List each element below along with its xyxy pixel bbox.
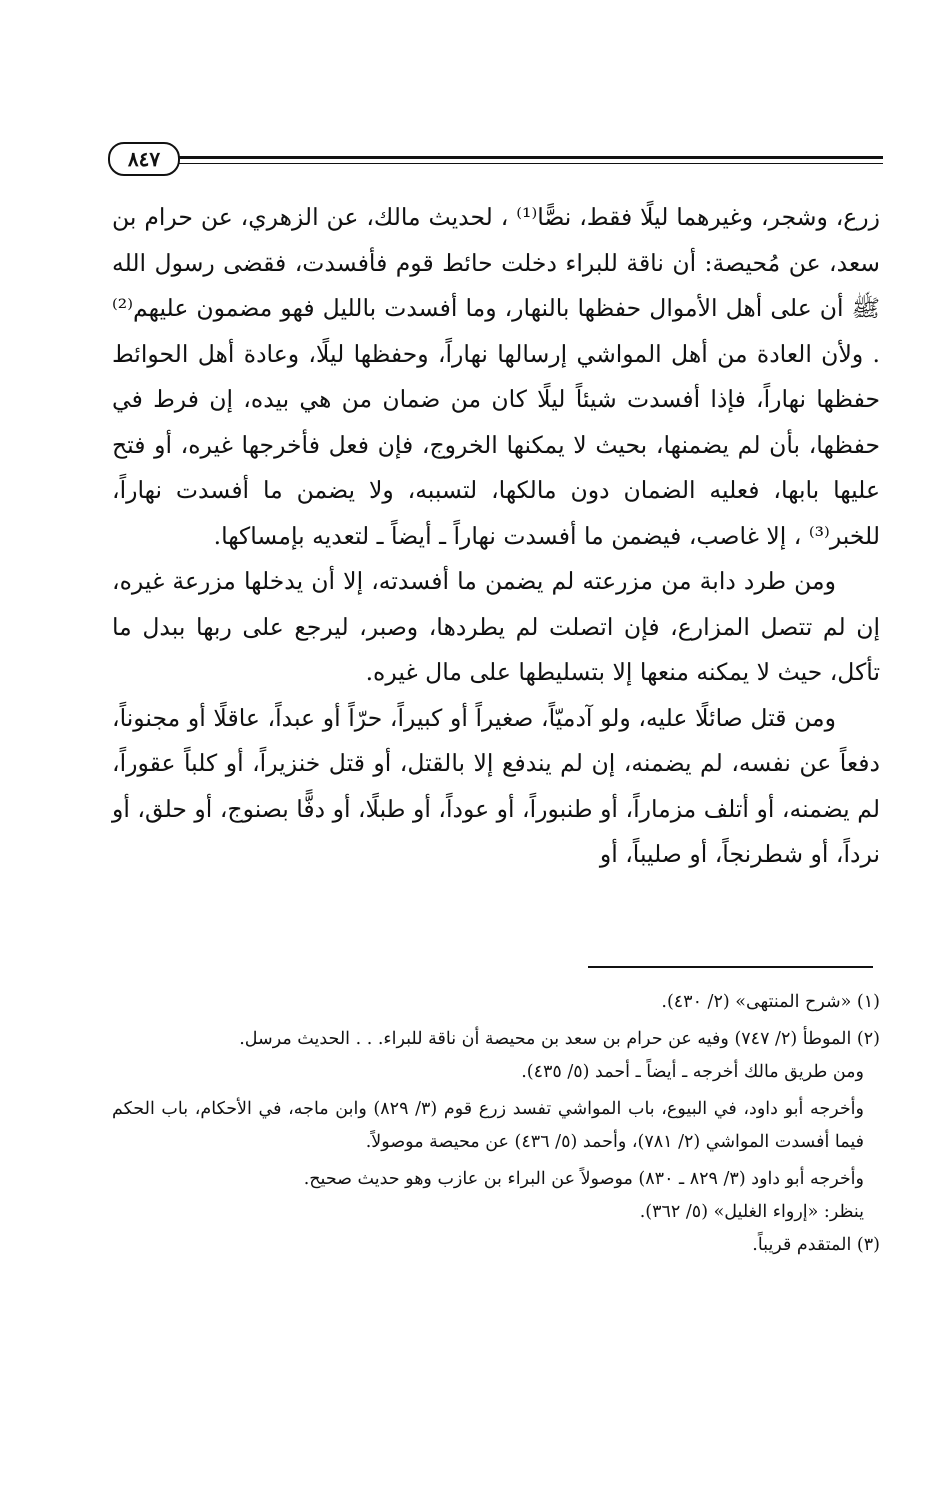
footnote-line: وأخرجه أبو داود (٣/ ٨٢٩ ـ ٨٣٠) موصولاً عن البراء بن عازب وهو حديث صحيح.: [303, 1169, 864, 1189]
footnote-line: ينظر: «إرواء الغليل» (٥/ ٣٦٢).: [639, 1202, 864, 1222]
header-rule-thick: [168, 156, 883, 159]
body-paragraph: ومن طرد دابة من مزرعته لم يضمن ما أفسدته، إلا أن يدخلها مزرعة غيره، إن لم تتصل المزارع، فإن اتصلت لم يطردها، وصبر، ليرجع على ربها ببدل ما تأكل، حيث لا يمكنه منعها إلا بتسليطها على مال غيره.: [112, 567, 880, 686]
footnote-line: (١) «شرح المنتهى» (٢/ ٤٣٠).: [661, 992, 880, 1012]
footnote-line: (٣) المتقدم قريباً.: [752, 1235, 880, 1255]
footnotes: [112, 986, 880, 1262]
footnote-line: (٢) الموطأ (٢/ ٧٤٧) وفيه عن حرام بن سعد بن محيصة أن ناقة للبراء. . . الحديث مرسل.: [239, 1029, 880, 1049]
footnote-separator: [588, 966, 873, 968]
body-paragraph: ومن قتل صائلًا عليه، ولو آدميّاً، صغيراً أو كبيراً، حرّاً أو عبداً، عاقلًا أو مجنوناً، دفعاً عن نفسه، لم يضمنه، إن لم يندفع إلا بالقتل، أو قتل خنزيراً، أو كلباً عقوراً، لم يضمنه، أو أتلف مزماراً، أو طنبوراً، أو عوداً، أو طبلًا، أو دفًّا بصنوج، أو حلق، أو نرداً، أو شطرنجاً، أو صليباً، أو: [112, 703, 880, 868]
footnote-line: وأخرجه أبو داود، في البيوع، باب المواشي تفسد زرع قوم (٣/ ٨٢٩) وابن ماجه، في الأحكام، باب الحكم فيما أفسدت المواشي (٢/ ٧٨١)، وأحمد (٥/ ٤٣٦) عن محيصة موصولاً.: [112, 1099, 864, 1152]
footnote-line: ومن طريق مالك أخرجه ـ أيضاً ـ أحمد (٥/ ٤٣٥).: [521, 1062, 864, 1082]
page-header: [108, 140, 883, 180]
body-paragraph: زرع، وشجر، وغيرهما ليلًا فقط، نصًّا⁽¹⁾ ، لحديث مالك، عن الزهري، عن حرام بن سعد، عن مُحيصة: أن ناقة للبراء دخلت حائط قوم فأفسدت، فقضى رسول الله ﷺ أن على أهل الأموال حفظها بالنهار، وما أفسدت بالليل فهو مضمون عليهم⁽²⁾ . ولأن العادة من أهل المواشي إرسالها نهاراً، وحفظها ليلًا، وعادة أهل الحوائط حفظها نهاراً، فإذا أفسدت شيئاً ليلًا كان من ضمان من هي بيده، إن فرط في حفظها، بأن لم يضمنها، بحيث لا يمكنها الخروج، فإن فعل فأخرجها غيره، أو فتح عليها بابها، فعليه الضمان دون مالكها، لتسببه، ولا يضمن ما أفسدت نهاراً، للخبر⁽³⁾ ، إلا غاصب، فيضمن ما أفسدت نهاراً ـ أيضاً ـ لتعديه بإمساكها.: [112, 203, 881, 550]
main-text: [112, 195, 880, 878]
page-number-badge: ٨٤٧: [108, 142, 180, 176]
header-rule-thin: [168, 163, 883, 164]
